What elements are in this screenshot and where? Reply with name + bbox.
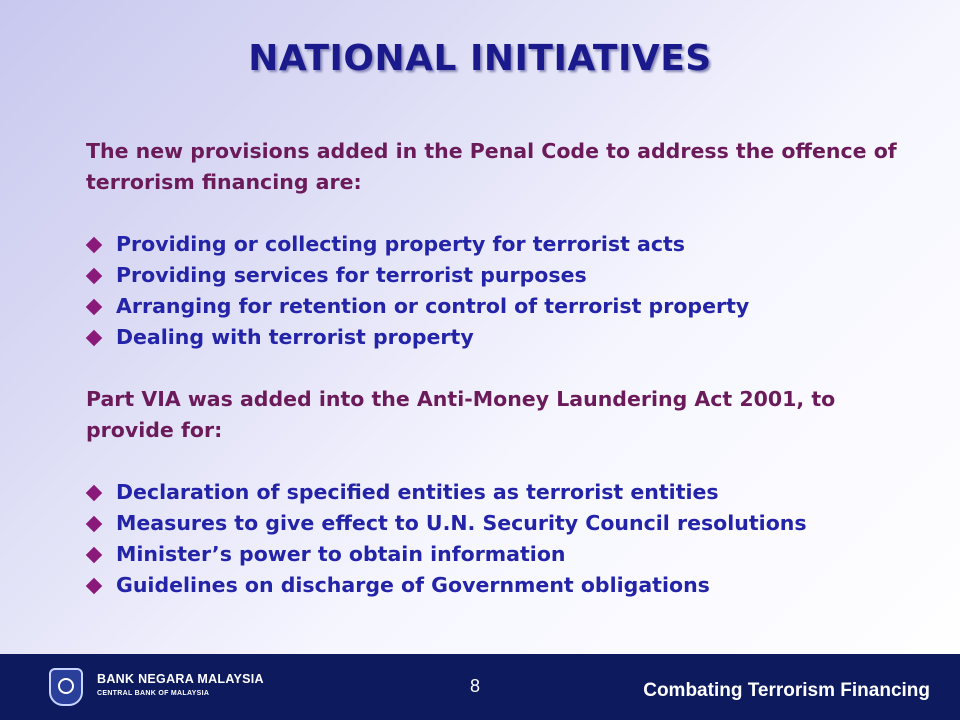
bullet-text: Providing or collecting property for terrorist acts <box>116 232 685 256</box>
spacer <box>86 198 916 229</box>
bullet-text: Guidelines on discharge of Government obligations <box>116 573 710 597</box>
deck-title: Combating Terrorism Financing <box>643 680 930 701</box>
slide-title: NATIONAL INITIATIVES <box>248 38 712 79</box>
bullet-text: Dealing with terrorist property <box>116 325 474 349</box>
list-item <box>86 229 916 260</box>
list-item <box>86 291 916 322</box>
four-diamond-bullet-icon <box>87 331 101 345</box>
four-diamond-bullet-icon <box>87 269 101 283</box>
list-item <box>86 477 916 508</box>
bank-name: BANK NEGARA MALAYSIA <box>97 672 264 686</box>
bullet-text: Declaration of specified entities as terrorist entities <box>116 480 719 504</box>
section1-bullet-list <box>86 229 916 353</box>
list-item <box>86 322 916 353</box>
bullet-text: Providing services for terrorist purposes <box>116 263 587 287</box>
section2-bullet-list <box>86 477 916 601</box>
list-item <box>86 570 916 601</box>
slide-content <box>86 136 916 601</box>
four-diamond-bullet-icon <box>87 300 101 314</box>
spacer <box>86 353 916 384</box>
four-diamond-bullet-icon <box>87 238 101 252</box>
bullet-text: Measures to give effect to U.N. Security Council resolutions <box>116 511 807 535</box>
spacer <box>86 446 916 477</box>
page-number: 8 <box>470 676 481 696</box>
bullet-text: Arranging for retention or control of terrorist property <box>116 294 750 318</box>
bank-subtitle: CENTRAL BANK OF MALAYSIA <box>97 690 210 697</box>
four-diamond-bullet-icon <box>87 548 101 562</box>
section2-intro: Part VIA was added into the Anti-Money Laundering Act 2001, to provide for: <box>86 387 836 442</box>
bank-negara-logo-icon <box>49 668 83 706</box>
list-item <box>86 539 916 570</box>
bullet-text: Minister’s power to obtain information <box>116 542 566 566</box>
four-diamond-bullet-icon <box>87 517 101 531</box>
list-item <box>86 508 916 539</box>
list-item <box>86 260 916 291</box>
four-diamond-bullet-icon <box>87 579 101 593</box>
four-diamond-bullet-icon <box>87 486 101 500</box>
footer-bar <box>0 654 960 720</box>
section1-intro: The new provisions added in the Penal Code to address the offence of terrorism financing are: <box>86 139 897 194</box>
